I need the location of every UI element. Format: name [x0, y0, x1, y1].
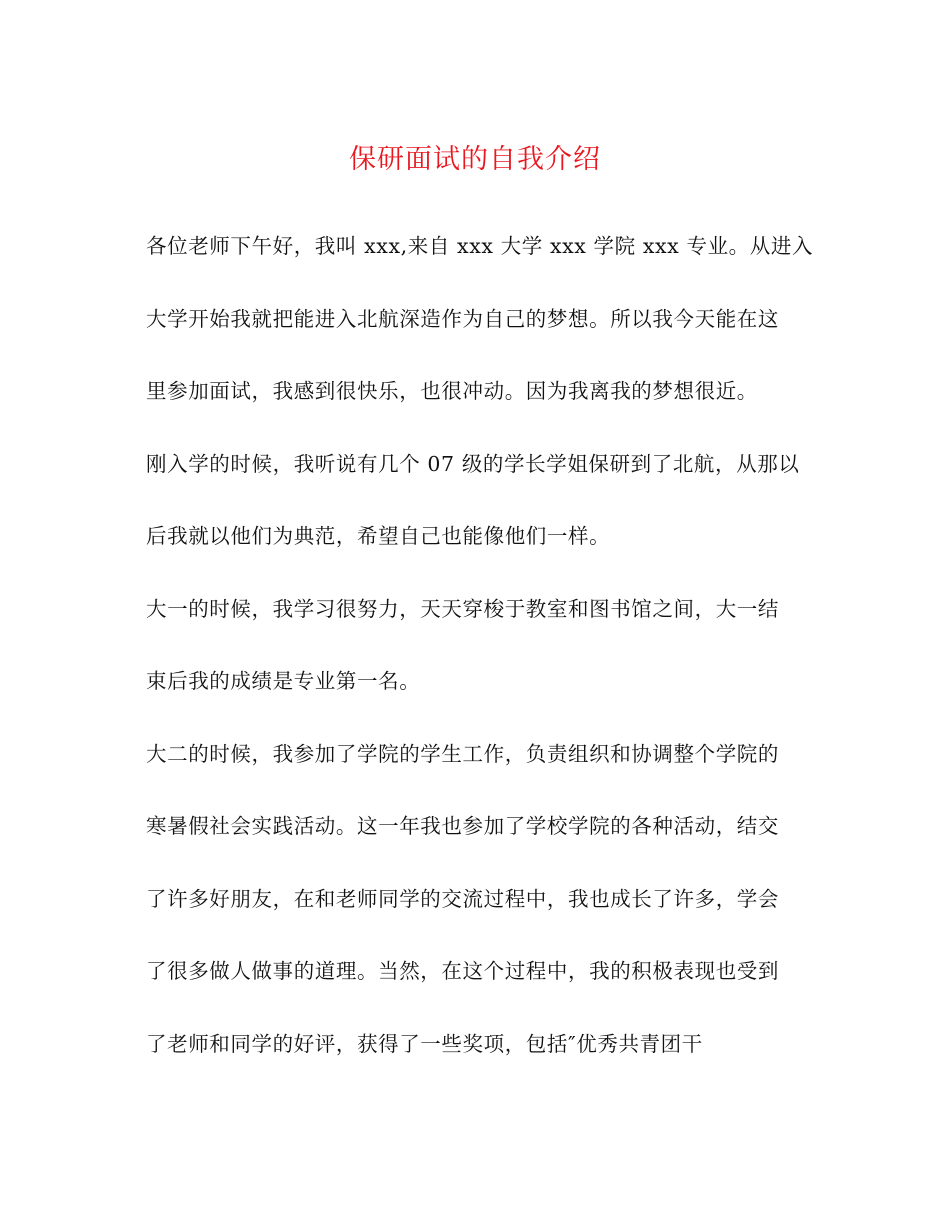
text-line: 后我就以他们为典范，希望自己也能像他们一样。 — [146, 524, 611, 548]
text-line: 大二的时候，我参加了学院的学生工作，负责组织和协调整个学院的 — [146, 741, 779, 766]
document-title: 保研面试的自我介绍 — [349, 144, 601, 175]
text-line: 了老师和同学的好评，获得了一些奖项，包括″优秀共青团干 — [146, 1031, 703, 1056]
text-line: 了许多好朋友，在和老师同学的交流过程中，我也成长了许多，学会 — [146, 886, 779, 911]
text-line: 大一的时候，我学习很努力，天天穿梭于教室和图书馆之间，大一结 — [146, 596, 779, 621]
text-line: 刚入学的时候，我听说有几个 07 级的学长学姐保研到了北航，从那以 — [146, 451, 800, 476]
text-line: 里参加面试，我感到很快乐，也很冲动。因为我离我的梦想很近。 — [146, 379, 758, 403]
text-line: 各位老师下午好，我叫 xxx,来自 xxx 大学 xxx 学院 xxx 专业。从进入 — [146, 234, 814, 258]
text-line: 寒暑假社会实践活动。这一年我也参加了学校学院的各种活动，结交 — [146, 814, 779, 838]
text-line: 束后我的成绩是专业第一名。 — [146, 669, 421, 693]
text-line: 了很多做人做事的道理。当然，在这个过程中，我的积极表现也受到 — [146, 959, 779, 983]
document-body — [146, 224, 826, 1094]
text-line: 大学开始我就把能进入北航深造作为自己的梦想。所以我今天能在这 — [146, 306, 779, 331]
